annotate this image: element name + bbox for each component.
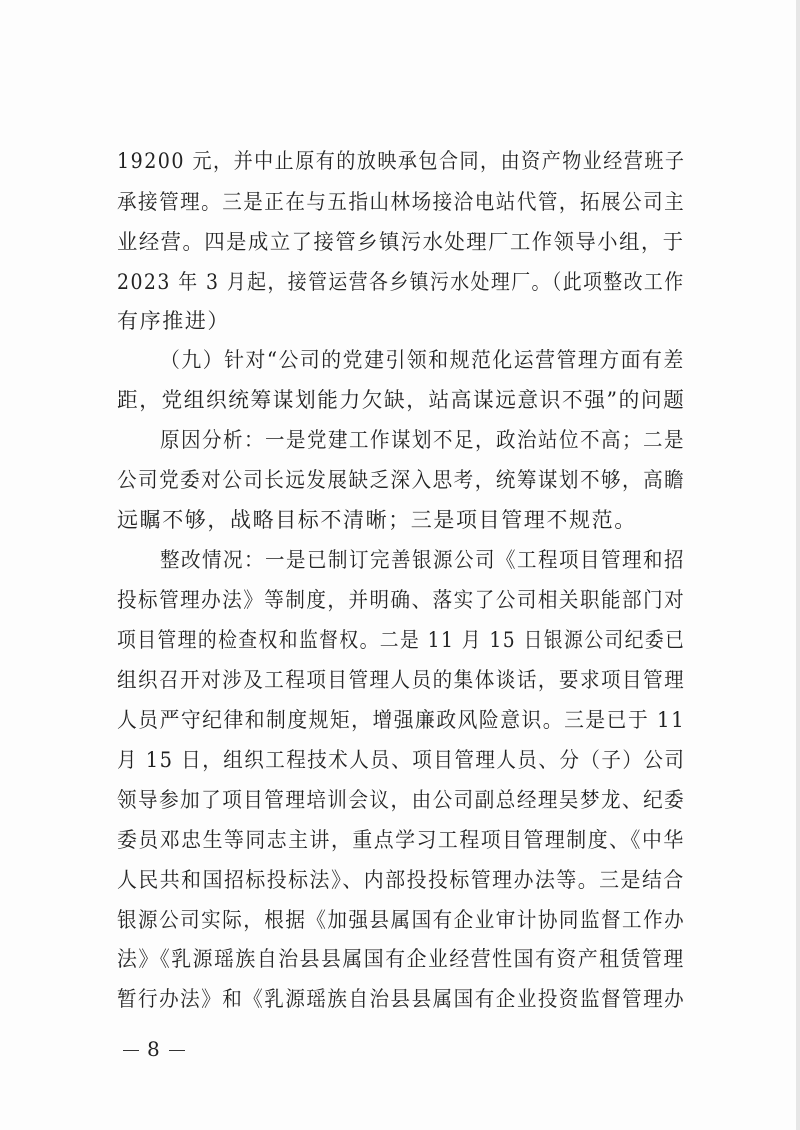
cause-analysis-line-2: 公司党委对公司长远发展缺乏深入思考，统筹谋划不够，高瞻 — [117, 468, 686, 492]
text-line-4: 2023 年 3 月起，接管运营各乡镇污水处理厂。（此项整改工作 — [117, 270, 685, 294]
rectification-line-3: 项目管理的检查权和监督权。二是 11 月 15 日银源公司纪委已 — [117, 628, 686, 652]
section-heading-line-1: （九）针对“公司的党建引领和规范化运营管理方面有差 — [160, 348, 685, 372]
section-heading-line-2: 距，党组织统筹谋划能力欠缺，站高谋远意识不强”的问题 — [117, 388, 686, 412]
rectification-line-12: 暂行办法》和《乳源瑶族自治县县属国有企业投资监督管理办 — [117, 987, 686, 1011]
rectification-line-7: 领导参加了项目管理培训会议，由公司副总经理吴梦龙、纪委 — [117, 788, 686, 812]
page-edge-shadow — [796, 0, 800, 1130]
rectification-line-9: 人民共和国招标投标法》、内部投投标管理办法等。三是结合 — [117, 868, 685, 892]
page-number: 8 — [147, 1037, 161, 1061]
footer-dash-right — [169, 1050, 185, 1051]
rectification-line-1: 整改情况：一是已制订完善银源公司《工程项目管理和招 — [160, 548, 685, 572]
cause-analysis-line-1: 原因分析：一是党建工作谋划不足，政治站位不高；二是 — [160, 428, 685, 452]
rectification-line-5: 人员严守纪律和制度规矩，增强廉政风险意识。三是已于 11 — [117, 708, 686, 732]
text-line-3: 业经营。四是成立了接管乡镇污水处理厂工作领导小组，于 — [117, 230, 685, 254]
rectification-line-11: 法》《乳源瑶族自治县县属国有企业经营性国有资产租赁管理 — [117, 947, 685, 971]
text-line-1: 19200 元，并中止原有的放映承包合同，由资产物业经营班子 — [117, 149, 686, 173]
text-line-5: 有序推进） — [117, 309, 230, 333]
rectification-line-6: 月 15 日，组织工程技术人员、项目管理人员、分（子）公司 — [117, 748, 686, 772]
rectification-line-10: 银源公司实际，根据《加强县属国有企业审计协同监督工作办 — [117, 908, 686, 932]
rectification-line-2: 投标管理办法》等制度，并明确、落实了公司相关职能部门对 — [117, 588, 686, 612]
text-line-2: 承接管理。三是正在与五指山林场接洽电站代管，拓展公司主 — [117, 190, 686, 214]
cause-analysis-line-3: 远瞩不够，战略目标不清晰；三是项目管理不规范。 — [117, 508, 637, 532]
page-number-footer — [115, 1036, 193, 1062]
rectification-line-8: 委员邓忠生等同志主讲，重点学习工程项目管理制度、《中华 — [117, 828, 685, 852]
footer-dash-left — [123, 1050, 139, 1051]
rectification-line-4: 组织召开对涉及工程项目管理人员的集体谈话，要求项目管理 — [117, 668, 686, 692]
